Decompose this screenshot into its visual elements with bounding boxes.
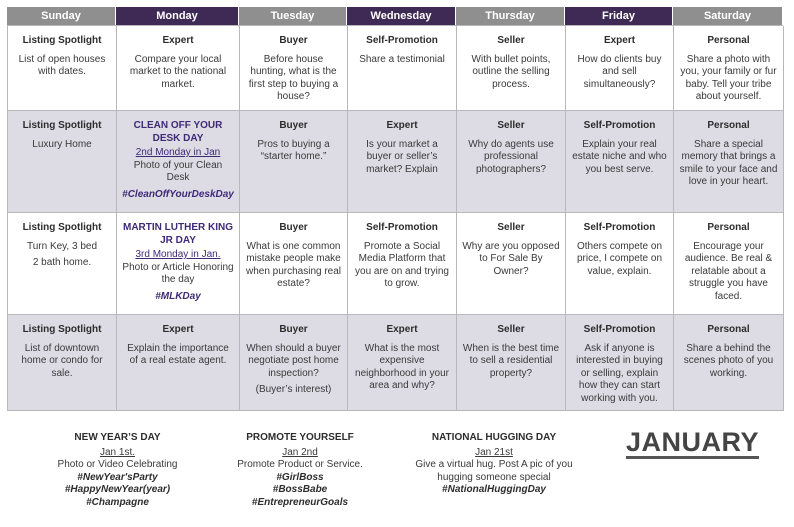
cell-body: Explain the importance of a real estate agent.	[127, 342, 229, 366]
cell-body-line2: 2 bath home.	[32, 257, 92, 268]
cell-body: Luxury Home	[32, 138, 92, 150]
hashtag: #BossBabe	[272, 484, 328, 495]
cell-title: Personal	[707, 35, 750, 46]
day-header-wednesday: Wednesday	[347, 7, 456, 25]
calendar-cell	[348, 111, 457, 213]
cell-body: What is one common mistake people make when purchasing real estate?	[245, 240, 342, 289]
hashtag: #CleanOffYourDeskDay	[122, 188, 234, 200]
cell-body: With bullet points, outline the selling process.	[471, 53, 551, 90]
event-date: Jan 21st	[475, 446, 513, 458]
day-header-sunday: Sunday	[7, 7, 116, 25]
cell-body: Turn Key, 3 bed	[26, 240, 98, 252]
calendar-cell	[457, 111, 566, 213]
day-header-thursday: Thursday	[456, 7, 565, 25]
cell-title: Self-Promotion	[583, 324, 656, 335]
calendar-cell	[117, 315, 240, 411]
hashtag: #NewYear'sParty	[77, 471, 158, 483]
event-title: NEW YEAR’S DAY	[74, 432, 161, 443]
cell-body: When is the best time to sell a residential property?	[462, 342, 560, 379]
day-header-friday: Friday	[565, 7, 673, 25]
calendar-cell	[8, 213, 117, 315]
cell-body: How do clients buy and sell simultaneously?	[577, 53, 662, 90]
calendar-cell	[457, 213, 566, 315]
cell-body: Why do agents use professional photographers?	[468, 138, 554, 175]
cell-title: Expert	[603, 35, 636, 46]
event-date: Jan 1st.	[99, 446, 136, 458]
cell-body: Share a photo with you, your family or fur baby. Tell your tribe about yourself.	[680, 53, 777, 102]
calendar-cell	[348, 26, 457, 111]
cell-title: Self-Promotion	[366, 222, 438, 233]
cell-body: Photo or Article Honoring the day	[122, 261, 234, 285]
cell-title: Buyer	[279, 222, 308, 233]
cell-body: When should a buyer negotiate post home inspection?	[246, 342, 341, 379]
cell-body: Encourage your audience. Be real & relatable about a struggle you have faced.	[684, 240, 773, 302]
calendar-cell	[8, 111, 117, 213]
day-header-monday: Monday	[116, 7, 239, 25]
calendar-cell	[457, 315, 566, 411]
calendar-cell	[117, 26, 240, 111]
cell-title: Buyer	[279, 35, 308, 46]
calendar-cell	[8, 26, 117, 111]
cell-title: Seller	[497, 35, 525, 46]
hashtag: #NationalHuggingDay	[442, 484, 546, 495]
month-title: JANUARY	[626, 427, 760, 457]
day-header-saturday: Saturday	[673, 7, 783, 25]
cell-body: Before house hunting, what is the first step to buying a house?	[248, 53, 339, 102]
content-calendar	[7, 7, 783, 411]
cell-title: Seller	[497, 222, 525, 233]
hashtag: #HappyNewYear(year)	[64, 484, 171, 495]
cell-body: Explain your real estate niche and who you best serve.	[572, 138, 667, 175]
cell-title: Expert	[162, 324, 194, 335]
cell-body: Share a testimonial	[359, 53, 445, 65]
calendar-cell	[240, 213, 348, 315]
event-desc: Promote Product or Service.	[237, 459, 363, 470]
holiday-date: 2nd Monday in Jan	[135, 147, 221, 158]
cell-title: Seller	[497, 324, 525, 335]
cell-title: Self-Promotion	[583, 120, 656, 131]
cell-body: Photo of your Clean Desk	[133, 159, 223, 183]
cell-title: Self-Promotion	[366, 35, 438, 46]
cell-body: Others compete on price, I compete on value, explain.	[576, 240, 663, 277]
event-desc: Give a virtual hug. Post A pic of you hugging someone special	[415, 459, 573, 483]
cell-title: Self-Promotion	[583, 222, 656, 233]
calendar-cell	[348, 315, 457, 411]
hashtag: #GirlBoss	[276, 471, 324, 483]
calendar-cell-holiday	[117, 213, 240, 315]
cell-title: Personal	[707, 120, 750, 131]
calendar-cell	[674, 111, 784, 213]
cell-body: Why are you opposed to For Sale By Owner?	[462, 240, 560, 277]
cell-body: Pros to buying a “starter home.”	[257, 138, 330, 162]
cell-body: List of downtown home or condo for sale.	[21, 342, 103, 379]
calendar-cell	[566, 315, 674, 411]
event-title: PROMOTE YOURSELF	[246, 432, 354, 443]
calendar-cell	[674, 315, 784, 411]
calendar-cell	[8, 315, 117, 411]
cell-title: Expert	[162, 35, 194, 46]
cell-body: What is the most expensive neighborhood in your area and why?	[355, 342, 449, 391]
calendar-cell	[566, 111, 674, 213]
calendar-grid	[7, 25, 783, 411]
cell-title: Expert	[386, 324, 418, 335]
event-new-years-day	[35, 432, 200, 509]
calendar-cell	[674, 26, 784, 111]
calendar-cell	[240, 315, 348, 411]
cell-title: Listing Spotlight	[22, 222, 102, 233]
event-promote-yourself	[220, 432, 380, 509]
cell-body-line2: (Buyer’s interest)	[255, 384, 332, 395]
event-desc: Photo or Video Celebrating	[57, 459, 178, 470]
calendar-cell	[348, 213, 457, 315]
cell-body: List of open houses with dates.	[18, 53, 106, 77]
hashtag: #EntrepreneurGoals	[251, 496, 349, 508]
cell-body: Promote a Social Media Platform that you are on and trying to grow.	[355, 240, 449, 289]
cell-title: Buyer	[279, 324, 308, 335]
holiday-date: 3rd Monday in Jan.	[135, 249, 221, 260]
day-header-tuesday: Tuesday	[239, 7, 347, 25]
event-title: NATIONAL HUGGING DAY	[431, 432, 557, 443]
calendar-cell	[566, 26, 674, 111]
holiday-title: MARTIN LUTHER KING JR DAY	[123, 222, 233, 246]
cell-title: Listing Spotlight	[22, 120, 102, 131]
calendar-cell	[674, 213, 784, 315]
weekday-header	[7, 7, 783, 25]
cell-title: Expert	[386, 120, 418, 131]
cell-title: Seller	[497, 120, 525, 131]
event-national-hugging-day	[410, 432, 578, 497]
cell-body: Compare your local market to the national market.	[129, 53, 227, 90]
cell-body: Is your market a buyer or seller’s market? Explain	[366, 138, 438, 175]
cell-title: Personal	[707, 324, 750, 335]
calendar-cell	[457, 26, 566, 111]
calendar-cell	[240, 111, 348, 213]
holiday-title: CLEAN OFF YOUR DESK DAY	[133, 120, 223, 144]
cell-title: Listing Spotlight	[22, 324, 102, 335]
hashtag: #MLKDay	[155, 290, 201, 302]
calendar-cell-holiday	[117, 111, 240, 213]
calendar-cell	[240, 26, 348, 111]
cell-title: Buyer	[279, 120, 308, 131]
event-date: Jan 2nd	[282, 446, 318, 458]
cell-title: Personal	[707, 222, 750, 233]
hashtag: #Champagne	[86, 496, 149, 508]
cell-body: Ask if anyone is interested in buying or selling, explain how they can start working with you.	[576, 342, 663, 404]
cell-title: Listing Spotlight	[22, 35, 102, 46]
cell-body: Share a special memory that brings a smile to your face and love in your heart.	[679, 138, 778, 187]
cell-body: Share a behind the scenes photo of you working.	[683, 342, 774, 379]
calendar-cell	[566, 213, 674, 315]
